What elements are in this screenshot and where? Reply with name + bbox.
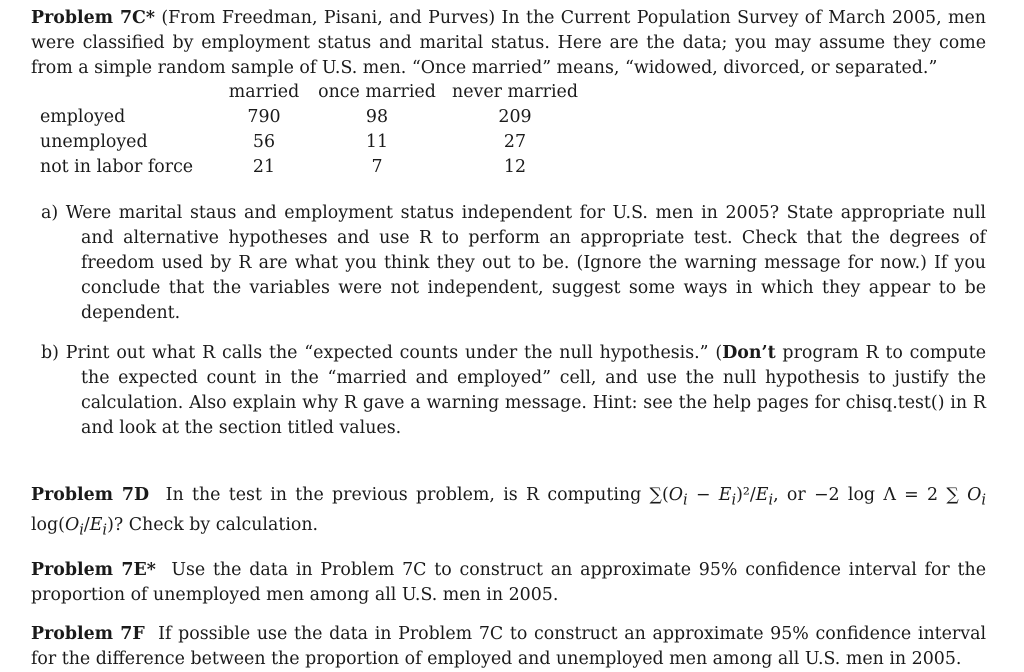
dont-emphasis: Don’t xyxy=(722,343,776,363)
problem-7c xyxy=(31,6,986,81)
problem-7f-heading: Problem 7F xyxy=(31,623,145,644)
table-row xyxy=(40,105,588,130)
column-header: never married xyxy=(452,82,578,102)
table-row xyxy=(40,155,588,180)
table-cell: 56 xyxy=(252,132,276,152)
table-row xyxy=(40,130,588,155)
problem-7c-heading: Problem 7C* xyxy=(31,8,155,28)
column-header: once married xyxy=(318,82,436,102)
table-header-row xyxy=(40,80,588,105)
table-cell: 98 xyxy=(365,107,389,127)
table-cell: 21 xyxy=(252,157,276,177)
row-label: unemployed xyxy=(40,132,148,152)
problem-7e-text: Use the data in Problem 7C to construct an approximate 95% confidence interval for the proportion of unemployed men among all U.S. men in 2005. xyxy=(31,559,986,605)
problem-7f-text: If possible use the data in Problem 7C to construct an approximate 95% confidence interval for the difference between the proportion of employed and unemployed men among all U.S. men in 2005. xyxy=(31,623,987,669)
table-cell: 12 xyxy=(503,157,527,177)
problem-7e-heading: Problem 7E* xyxy=(31,559,156,580)
problem-7c-intro: (From Freedman, Pisani, and Purves) In the Current Population Survey of March 2005, men were classified by employment status and marital status. Here are the data; you may assume they come from a simple random sample of U.S. men. “Once married” means, “widowed, divorced, or separated.” xyxy=(31,8,986,78)
problem-7d-heading: Problem 7D xyxy=(31,485,150,505)
data-table xyxy=(40,80,588,180)
table-cell: 11 xyxy=(365,132,389,152)
column-header: married xyxy=(228,82,300,102)
problem-7c-part-b: b) Print out what R calls the “expected counts under the null hypothesis.” (Don’t program R to compute the expected count in the “married and employed” cell, and use the null hypothesis to justify the calculation. Also explain why R gave a warning message. Hint: see the help pages for chisq.test() in R and look at the section titled values. xyxy=(41,343,986,438)
problem-7d: Problem 7D In the test in the previous problem, is R computing $\sum(O_i - E_i)^2/E_i$, or −2 log Λ = 2 ∑ $O_i$ $\log(O_i/E_i)$? Check by calculation. xyxy=(31,485,986,539)
row-label: not in labor force xyxy=(40,157,194,177)
row-label: employed xyxy=(40,107,126,127)
table-cell: 209 xyxy=(498,107,532,127)
problem-7f xyxy=(31,622,986,672)
table-cell: 790 xyxy=(247,107,281,127)
table-cell: 7 xyxy=(371,157,383,177)
problem-7e xyxy=(31,558,986,608)
problem-7c-part-a: a) Were marital staus and employment status independent for U.S. men in 2005? State appropriate null and alternative hypotheses and use R to perform an appropriate test. Check that the degrees of freedom used by R are what you think they out to be. (Ignore the warning message for now.) If you conclude that the variables were not independent, suggest some ways in which they appear to be dependent. xyxy=(41,203,986,323)
table-cell: 27 xyxy=(503,132,527,152)
